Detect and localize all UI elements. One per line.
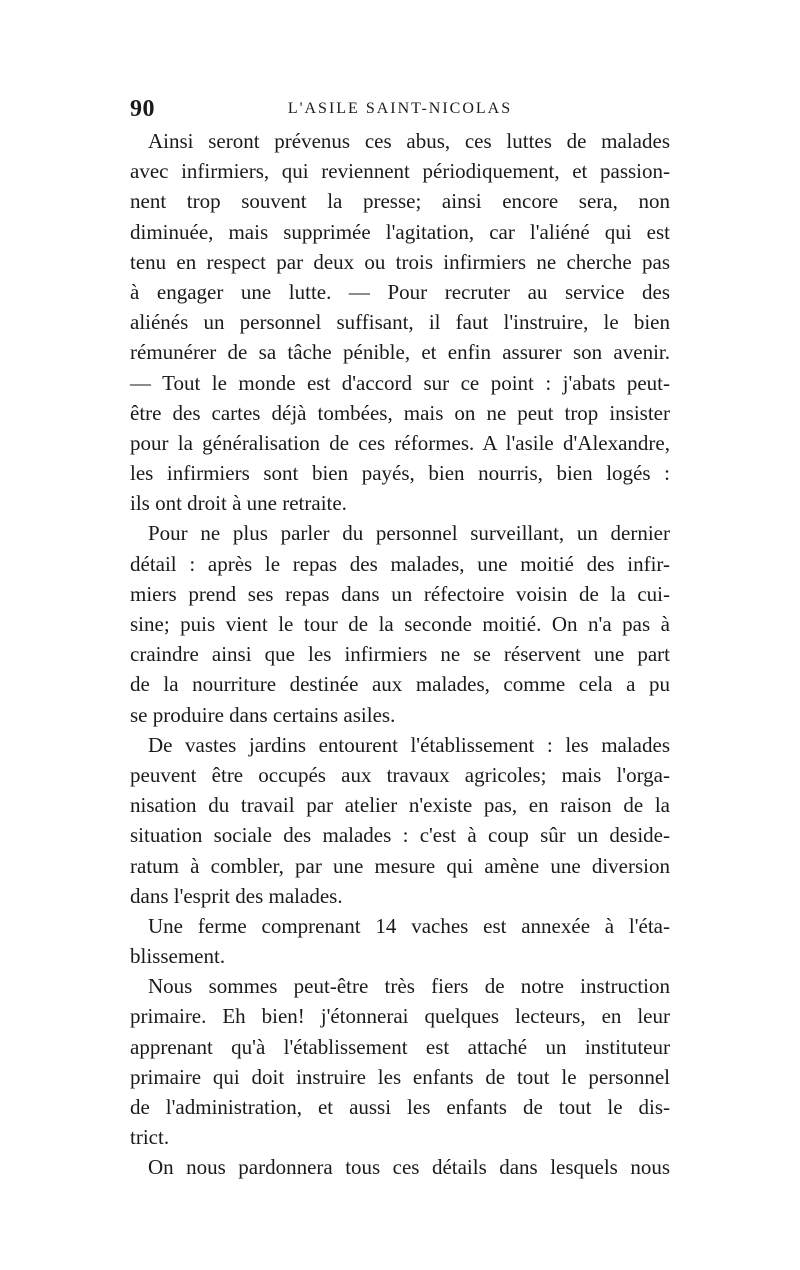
text-line: primaire. Eh bien! j'étonnerai quelques lecteurs, en leur <box>130 1004 670 1029</box>
text-line: Pour ne plus parler du personnel surveillant, un dernier <box>148 521 670 546</box>
text-line: sine; puis vient le tour de la seconde moitié. On n'a pas à <box>130 612 670 636</box>
text-line: pour la généralisation de ces réformes. A l'asile d'Alexandre, <box>130 430 670 455</box>
text-line: peuvent être occupés aux travaux agricoles; mais l'orga- <box>130 762 670 787</box>
text-line: nisation du travail par atelier n'existe pas, en raison de la <box>130 793 670 818</box>
text-line: détail : après le repas des malades, une moitié des infir- <box>130 551 670 576</box>
body-text <box>130 126 670 1183</box>
text-line: miers prend ses repas dans un réfectoire voisin de la cui- <box>130 581 670 606</box>
text-line: On nous pardonnera tous ces détails dans lesquels nous <box>148 1155 670 1180</box>
page-number: 90 <box>130 96 155 122</box>
text-line: tenu en respect par deux ou trois infirmiers ne cherche pas <box>130 249 670 274</box>
text-line: avec infirmiers, qui reviennent périodiquement, et passion- <box>130 159 670 184</box>
text-line: aliénés un personnel suffisant, il faut l'instruire, le bien <box>130 310 670 335</box>
text-line: craindre ainsi que les infirmiers ne se réservent une part <box>130 642 670 667</box>
text-line: les infirmiers sont bien payés, bien nourris, bien logés : <box>130 461 670 486</box>
text-line: se produire dans certains asiles. <box>130 702 396 727</box>
text-line: blissement. <box>130 944 226 969</box>
text-line: à engager une lutte. — Pour recruter au service des <box>130 279 670 304</box>
text-line: apprenant qu'à l'établissement est attaché un instituteur <box>130 1034 670 1059</box>
page-header <box>130 96 670 122</box>
text-line: De vastes jardins entourent l'établissement : les malades <box>148 732 670 757</box>
text-line: nent trop souvent la presse; ainsi encore sera, non <box>130 189 670 214</box>
text-line: être des cartes déjà tombées, mais on ne peut trop insister <box>130 400 670 425</box>
text-line: rémunérer de sa tâche pénible, et enfin assurer son avenir. <box>130 340 670 365</box>
running-title: L'ASILE SAINT-NICOLAS <box>287 100 513 117</box>
text-line: ratum à combler, par une mesure qui amène une diversion <box>130 853 670 878</box>
text-line: Nous sommes peut-être très fiers de notre instruction <box>148 974 670 999</box>
text-line: ils ont droit à une retraite. <box>130 491 347 516</box>
text-line: Une ferme comprenant 14 vaches est annexée à l'éta- <box>148 913 670 938</box>
text-line: diminuée, mais supprimée l'agitation, car l'aliéné qui est <box>130 219 670 244</box>
text-line: Ainsi seront prévenus ces abus, ces luttes de malades <box>148 129 670 153</box>
text-line: de l'administration, et aussi les enfants de tout le dis- <box>130 1095 670 1119</box>
text-line: situation sociale des malades : c'est à coup sûr un deside- <box>130 823 670 848</box>
text-line: trict. <box>130 1125 170 1150</box>
text-line: — Tout le monde est d'accord sur ce point : j'abats peut- <box>130 370 670 395</box>
text-line: dans l'esprit des malades. <box>130 883 343 908</box>
text-line: de la nourriture destinée aux malades, comme cela a pu <box>130 672 670 697</box>
text-line: primaire qui doit instruire les enfants de tout le personnel <box>130 1064 670 1089</box>
